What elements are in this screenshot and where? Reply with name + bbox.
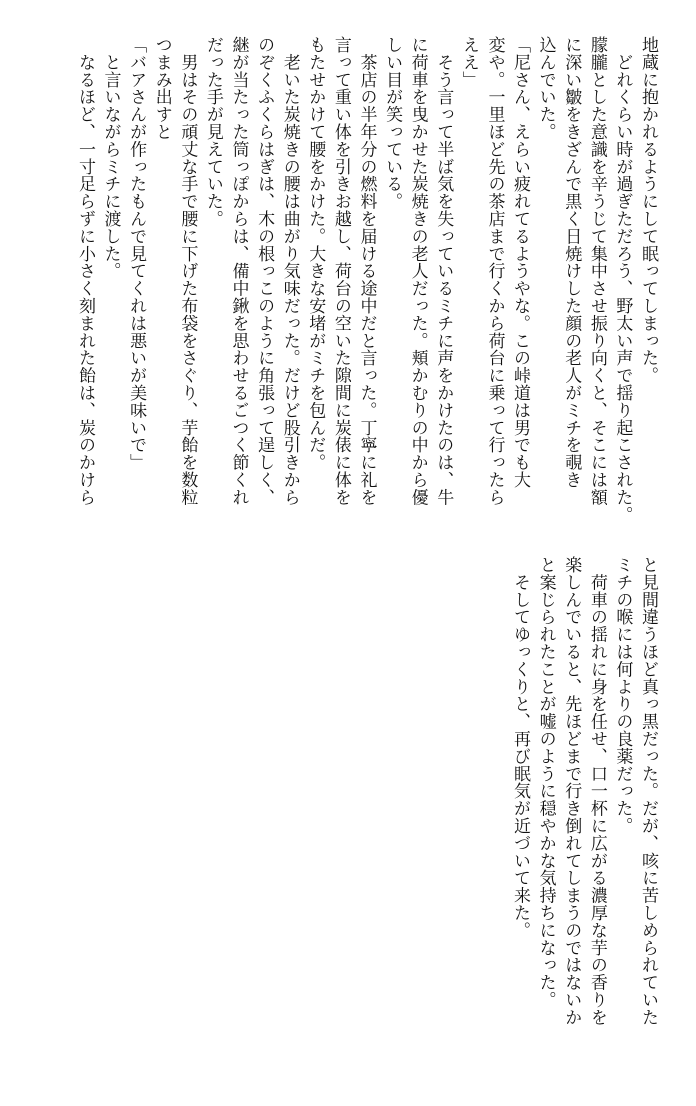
text-line: 楽しんでいると、先ほどまで行き倒れてしまうのではないか: [561, 556, 582, 1026]
text-line: と見間違うほど真っ黒だった。だが、咳に苦しめられていた: [638, 556, 658, 1026]
text-line: 込んでいた。: [535, 36, 556, 141]
text-line: だった手が見えていた。: [202, 36, 223, 228]
text-line: ええ」: [458, 36, 479, 89]
text-line: 茶店の半年分の燃料を届ける途中だと言った。丁寧に礼を: [356, 36, 377, 506]
text-line: のぞくふくらはぎは、木の根っこのように角張って逞しく、: [254, 36, 275, 506]
text-line: 老いた炭焼きの腰は曲がり気味だった。だけど股引きから: [279, 36, 300, 506]
text-line: そう言って半ば気を失っているミチに声をかけたのは、牛: [433, 36, 454, 506]
text-line: 朦朧とした意識を辛うじて集中させ振り向くと、そこには額: [586, 36, 607, 506]
text-line: しい目が笑っている。: [382, 36, 403, 210]
text-line: つまみ出すと: [151, 36, 172, 141]
text-line: 継が当たった筒っぽからは、備中鍬を思わせるごつく節くれ: [228, 36, 249, 506]
text-line: に深い皺をきざんで黒く日焼けした顔の老人がミチを覗き: [561, 36, 582, 489]
text-line: 地蔵に抱かれるようにして眠ってしまった。: [638, 36, 658, 384]
text-line: 男はその頑丈な手で腰に下げた布袋をさぐり、芋飴を数粒: [177, 36, 198, 506]
text-line: 「バアさんが作ったもんで見てくれは悪いが美味いで」: [126, 36, 147, 471]
text-line: と言いながらミチに渡した。: [100, 36, 121, 280]
text-line: ミチの喉には何よりの良薬だった。: [612, 556, 633, 835]
text-block-bottom: [460, 556, 660, 1076]
text-line: なるほど、一寸足らずに小さく刻まれた飴は、炭のかけら: [74, 36, 95, 506]
text-line: 言って重い体を引きお越し、荷台の空いた隙間に炭俵に体を: [330, 36, 351, 506]
text-line: と案じられたことが嘘のように穏やかな気持ちになった。: [535, 556, 556, 1009]
text-line: に荷車を曳かせた炭焼きの老人だった。頬かむりの中から優: [407, 36, 428, 506]
text-line: どれくらい時が過ぎただろう、野太い声で揺り起こされた。: [612, 36, 633, 524]
text-line: 「尼さん、えらい疲れてるようやな。この峠道は男でも大: [510, 36, 531, 489]
text-line: 荷車の揺れに身を任せ、口一杯に広がる濃厚な芋の香りを: [586, 556, 607, 1026]
text-line: もたせかけて腰をかけた。大きな安堵がミチを包んだ。: [305, 36, 326, 471]
text-block-top: [20, 36, 660, 556]
text-line: そしてゆっくりと、再び眠気が近づいて来た。: [510, 556, 531, 939]
text-line: 変や。一里ほど先の茶店まで行くから荷台に乗って行ったら: [484, 36, 505, 506]
